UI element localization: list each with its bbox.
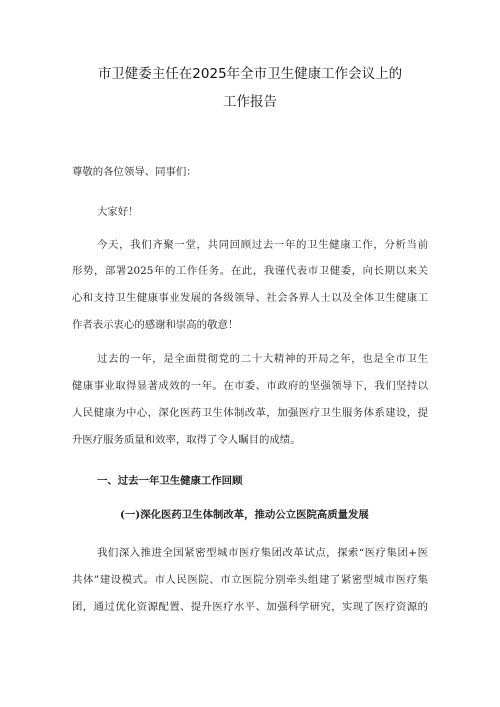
- paragraph-2-line-1: 过去的一年，是全面贯彻党的二十大精神的开局之年，也是全市卫生: [97, 353, 428, 365]
- paragraph-3-line-3: 团，通过优化资源配置、提升医疗水平、加强科学研究，实现了医疗资源的: [72, 601, 428, 613]
- section-heading-1: 一、过去一年卫生健康工作回顾: [97, 475, 243, 487]
- paragraph-1-line-2: 形势，部署2025年的工作任务。在此，我谨代表市卫健委，向长期以来关: [72, 265, 428, 277]
- paragraph-3-line-1: 我们深入推进全国紧密型城市医疗集团改革试点，探索“医疗集团+医: [97, 547, 428, 559]
- salutation: 尊敬的各位领导、同事们：: [72, 166, 197, 178]
- paragraph-1-line-1: 今天，我们齐聚一堂，共同回顾过去一年的卫生健康工作，分析当前: [97, 239, 428, 251]
- paragraph-2-line-2: 健康事业取得显著成效的一年。在市委、市政府的坚强领导下，我们坚持以: [72, 380, 428, 392]
- greeting: 大家好！: [97, 206, 139, 218]
- document-title-line-2: 工作报告: [223, 94, 277, 110]
- paragraph-3-line-2: 共体”建设模式。市人民医院、市立医院分别牵头组建了紧密型城市医疗集: [72, 574, 428, 586]
- subsection-heading-1: (一)深化医药卫生体制改革，推动公立医院高质量发展: [120, 509, 369, 521]
- paragraph-2-line-4: 升医疗服务质量和效率，取得了令人瞩目的成绩。: [72, 434, 301, 446]
- paragraph-2-line-3: 人民健康为中心，深化医药卫生体制改革，加强医疗卫生服务体系建设，提: [72, 407, 428, 419]
- document-title-line-1: 市卫健委主任在2025年全市卫生健康工作会议上的: [97, 66, 403, 82]
- paragraph-1-line-3: 心和支持卫生健康事业发展的各级领导、社会各界人士以及全体卫生健康工: [72, 292, 428, 304]
- paragraph-1-line-4: 作者表示衷心的感谢和崇高的敬意！: [72, 319, 239, 331]
